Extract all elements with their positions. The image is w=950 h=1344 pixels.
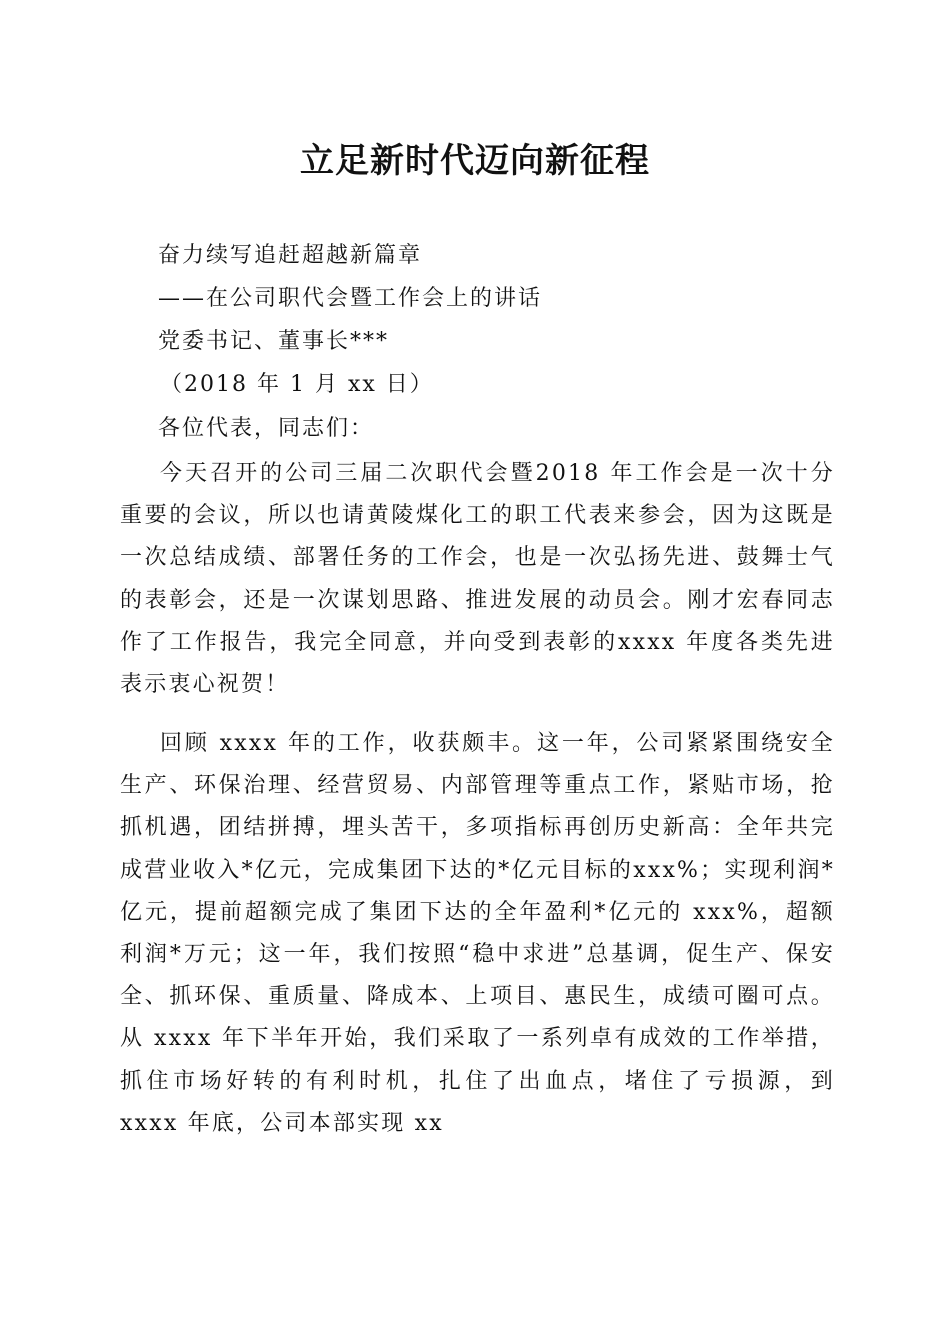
- document-speaker: 党委书记、董事长***: [158, 329, 390, 354]
- document-occasion: ——在公司职代会暨工作会上的讲话: [158, 286, 543, 311]
- document-title: 立足新时代迈向新征程: [300, 141, 650, 181]
- document-salutation: 各位代表，同志们：: [158, 416, 375, 441]
- body-paragraph-1: 今天召开的公司三届二次职代会暨2018 年工作会是一次十分重要的会议，所以也请黄陵煤化工的职工代表来参会，因为这既是一次总结成绩、部署任务的工作会，也是一次弘扬先进、鼓舞士气的表彰会，还是一次谋划思路、推进发展的动员会。刚才宏春同志作了工作报告，我完全同意，并向受到表彰的xxxx 年度各类先进表示衷心祝贺！: [120, 461, 835, 698]
- document-date: （2018 年 1 月 xx 日）: [160, 372, 434, 397]
- body-paragraph-2: 回顾 xxxx 年的工作，收获颇丰。这一年，公司紧紧围绕安全生产、环保治理、经营贸易、内部管理等重点工作，紧贴市场，抢抓机遇，团结拼搏，埋头苦干，多项指标再创历史新高：全年共完成营业收入*亿元，完成集团下达的*亿元目标的xxx%；实现利润*亿元，提前超额完成了集团下达的全年盈利*亿元的 xxx%，超额利润*万元；这一年，我们按照“稳中求进”总基调，促生产、保安全、抓环保、重质量、降成本、上项目、惠民生，成绩可圈可点。从 xxxx 年下半年开始，我们采取了一系列卓有成效的工作举措，抓住市场好转的有利时机，扎住了出血点，堵住了亏损源，到 xxxx 年底，公司本部实现 xx: [120, 731, 835, 1136]
- document-subtitle: 奋力续写追赶超越新篇章: [158, 243, 423, 268]
